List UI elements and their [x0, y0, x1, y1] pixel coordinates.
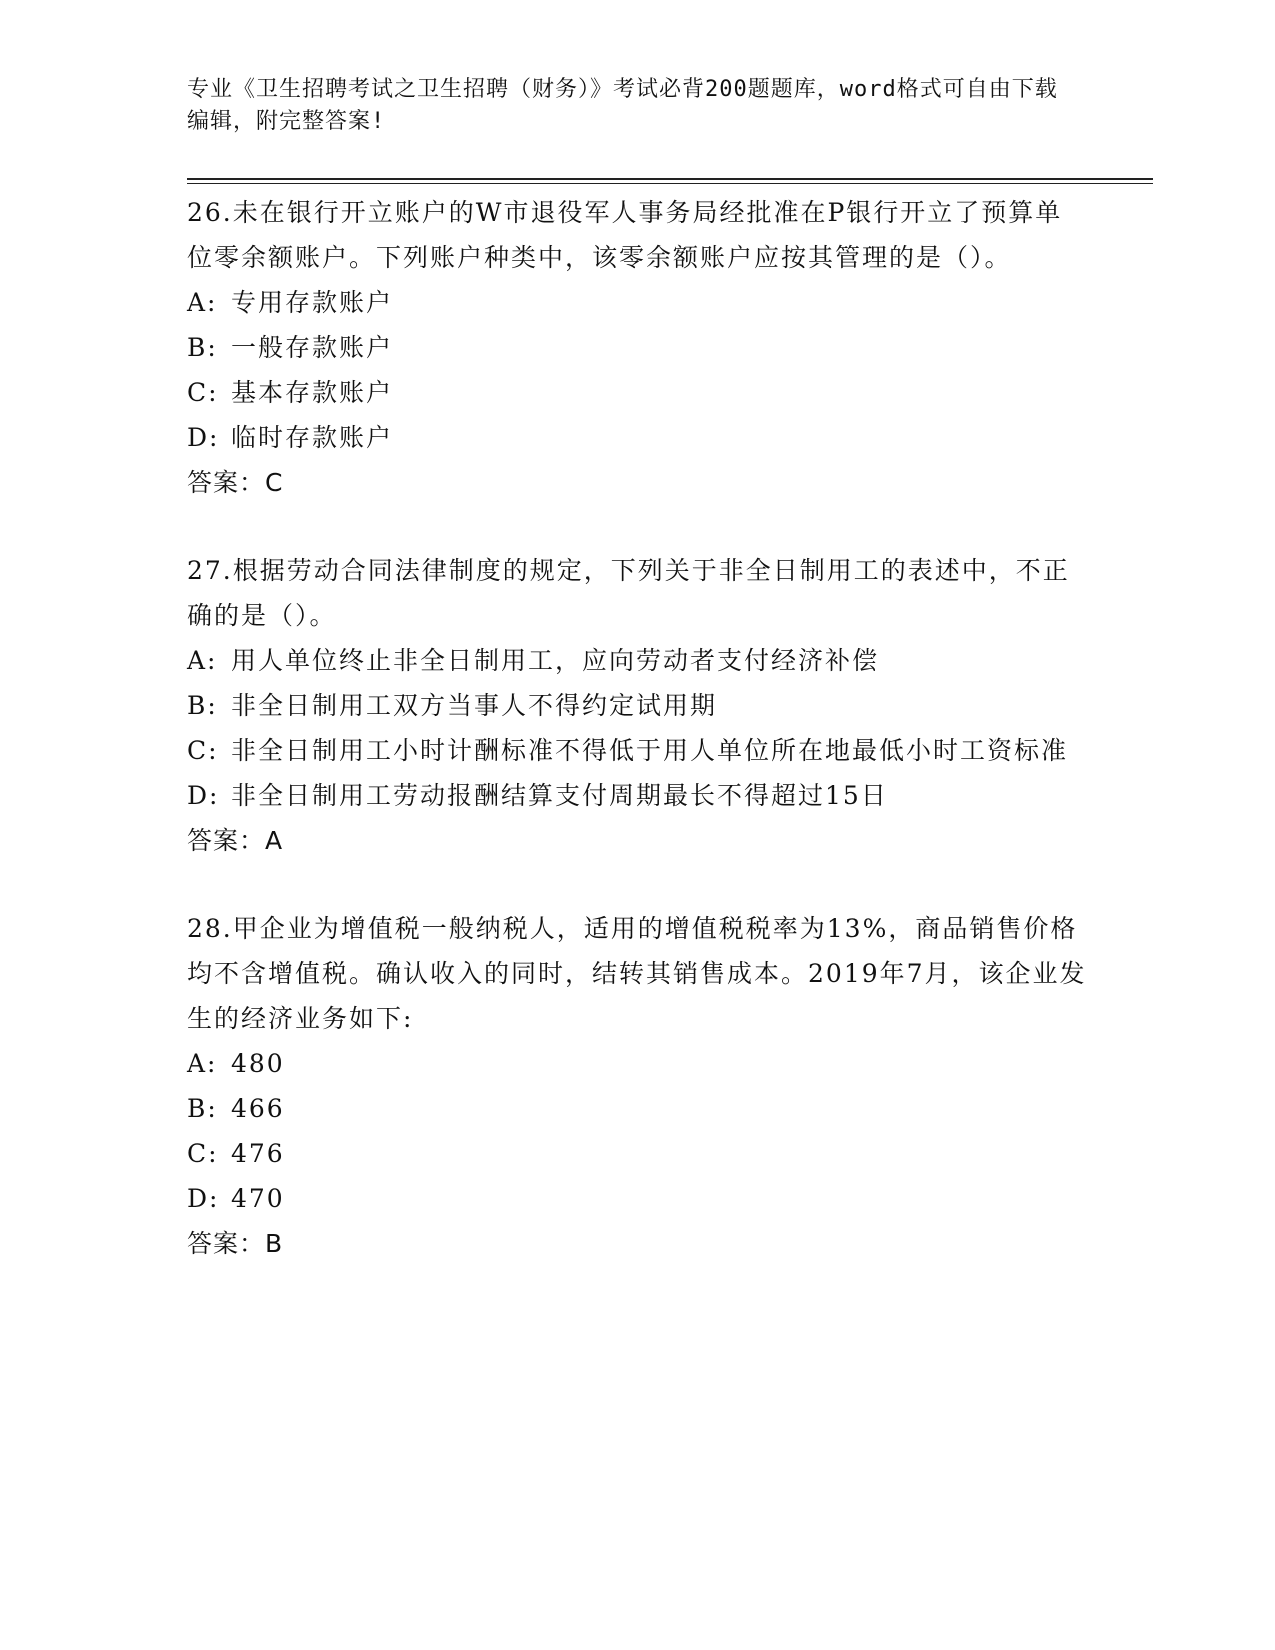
question-stem: 28.甲企业为增值税一般纳税人，适用的增值税税率为13%，商品销售价格均不含增值税。确认收入的同时，结转其销售成本。2019年7月，该企业发生的经济业务如下:: [187, 914, 1087, 1033]
option-c: [187, 728, 1087, 773]
option-text: 非全日制用工双方当事人不得约定试用期: [231, 691, 718, 720]
option-letter: D:: [187, 423, 220, 452]
document-header: 专业《卫生招聘考试之卫生招聘（财务）》考试必背200题题库，word格式可自由下载编辑，附完整答案!: [187, 77, 1058, 134]
option-c: [187, 1131, 1087, 1176]
option-letter: B:: [187, 1094, 218, 1123]
answer-line: 答案：C: [187, 468, 284, 497]
question-28: [187, 906, 1087, 1266]
option-b: [187, 683, 1087, 728]
option-letter: B:: [187, 691, 218, 720]
header-divider-thin: [187, 183, 1153, 184]
question-26: [187, 190, 1087, 505]
option-letter: D:: [187, 1184, 220, 1213]
question-list: [187, 190, 1087, 1309]
option-b: [187, 1086, 1087, 1131]
option-letter: A:: [187, 1049, 218, 1078]
answer-line: 答案：A: [187, 826, 284, 855]
header-divider-thick: [187, 178, 1153, 180]
option-d: [187, 1176, 1087, 1221]
option-letter: C:: [187, 736, 219, 765]
option-a: [187, 638, 1087, 683]
option-letter: A:: [187, 288, 218, 317]
option-letter: C:: [187, 378, 219, 407]
option-d: [187, 415, 1087, 460]
option-letter: A:: [187, 646, 218, 675]
option-a: [187, 280, 1087, 325]
option-text: 用人单位终止非全日制用工，应向劳动者支付经济补偿: [231, 646, 880, 675]
question-stem: 27.根据劳动合同法律制度的规定，下列关于非全日制用工的表述中，不正确的是（）。: [187, 556, 1070, 630]
option-text: 466: [231, 1094, 285, 1123]
option-letter: B:: [187, 333, 218, 362]
option-text: 临时存款账户: [231, 423, 394, 452]
option-text: 基本存款账户: [231, 378, 394, 407]
option-text: 非全日制用工小时计酬标准不得低于用人单位所在地最低小时工资标准: [231, 736, 1069, 765]
option-text: 专用存款账户: [231, 288, 394, 317]
answer-line: 答案：B: [187, 1229, 284, 1258]
option-text: 480: [231, 1049, 285, 1078]
question-stem: 26.未在银行开立账户的W市退役军人事务局经批准在P银行开立了预算单位零余额账户。下列账户种类中，该零余额账户应按其管理的是（）。: [187, 198, 1063, 272]
option-text: 非全日制用工劳动报酬结算支付周期最长不得超过15日: [231, 781, 888, 810]
option-a: [187, 1041, 1087, 1086]
question-27: [187, 548, 1087, 863]
option-b: [187, 325, 1087, 370]
option-text: 476: [231, 1139, 285, 1168]
option-letter: C:: [187, 1139, 219, 1168]
option-text: 一般存款账户: [231, 333, 394, 362]
option-c: [187, 370, 1087, 415]
option-letter: D:: [187, 781, 220, 810]
option-text: 470: [231, 1184, 285, 1213]
option-d: [187, 773, 1087, 818]
